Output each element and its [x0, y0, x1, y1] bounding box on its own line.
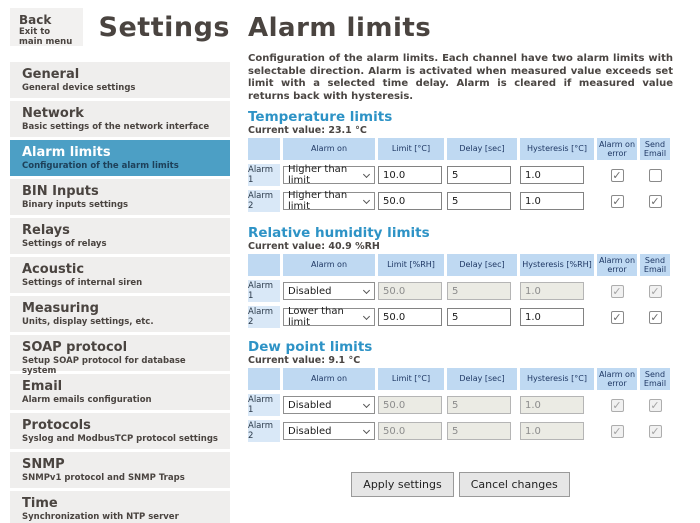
table-header-row: [248, 138, 673, 160]
sidebar-item-label: Relays: [22, 223, 70, 238]
send-email-checkbox[interactable]: [649, 311, 662, 324]
back-button[interactable]: [10, 8, 83, 46]
column-header: Hysteresis [°C]: [520, 138, 594, 160]
column-header: Alarm on: [283, 368, 375, 390]
sidebar-item-desc: Alarm emails configuration: [22, 395, 152, 405]
table-row: [248, 394, 673, 416]
temperature-limits-table: [248, 138, 673, 212]
sidebar-item-desc: Configuration of the alarm limits: [22, 161, 179, 171]
sidebar-item-label: Network: [22, 106, 84, 121]
sidebar-item-desc: Synchronization with NTP server: [22, 512, 179, 522]
sidebar-header: [10, 8, 230, 46]
column-header: Send Email: [640, 138, 670, 160]
checkmark-icon: ✓: [612, 424, 622, 438]
checkmark-icon: ✓: [612, 398, 622, 412]
back-label: Back: [19, 13, 52, 27]
sidebar-item-desc: Setup SOAP protocol for database system: [22, 356, 186, 376]
sidebar-item-time[interactable]: [10, 491, 230, 523]
table-row: [248, 190, 673, 212]
table-row: [248, 420, 673, 442]
send-email-checkbox[interactable]: [649, 399, 662, 412]
dew-point-limits-table: [248, 368, 673, 442]
column-header: [248, 138, 280, 160]
alarm-on-select[interactable]: [283, 166, 375, 184]
sidebar-item-general[interactable]: [10, 62, 230, 98]
column-header: Limit [°C]: [378, 138, 444, 160]
column-header: Delay [sec]: [447, 368, 517, 390]
sidebar-item-label: Email: [22, 379, 63, 394]
sidebar-item-soap-protocol[interactable]: [10, 335, 230, 376]
main-content: [248, 0, 673, 497]
select-value: Higher than limit: [288, 190, 348, 212]
checkmark-icon: ✓: [612, 284, 622, 298]
checkmark-icon: ✓: [650, 284, 660, 298]
delay-input[interactable]: [447, 192, 511, 210]
sidebar-item-label: SNMP: [22, 457, 65, 472]
sidebar-item-desc: SNMPv1 protocol and SNMP Traps: [22, 473, 185, 483]
button-row: [248, 472, 673, 497]
hysteresis-input[interactable]: [520, 282, 584, 300]
select-value: Higher than limit: [288, 164, 348, 186]
column-header: Alarm on error: [598, 139, 636, 158]
sidebar-item-desc: Syslog and ModbusTCP protocol settings: [22, 434, 218, 444]
sidebar-item-relays[interactable]: [10, 218, 230, 254]
checkmark-icon: ✓: [650, 310, 660, 324]
column-header: Delay [sec]: [447, 254, 517, 276]
column-header: Send Email: [640, 254, 670, 276]
hysteresis-input[interactable]: [520, 308, 584, 326]
delay-input[interactable]: [447, 308, 511, 326]
alarm-on-select[interactable]: [283, 396, 375, 414]
checkmark-icon: ✓: [612, 310, 622, 324]
select-value: Disabled: [288, 425, 332, 437]
sidebar-item-desc: Settings of internal siren: [22, 278, 143, 288]
sidebar-item-measuring[interactable]: [10, 296, 230, 332]
alarm-on-error-checkbox[interactable]: [611, 195, 624, 208]
section-heading-dew-point: Dew point limits: [248, 339, 373, 355]
section-heading-humidity: Relative humidity limits: [248, 225, 430, 241]
alarm-on-error-checkbox[interactable]: [611, 285, 624, 298]
cancel-changes-button[interactable]: Cancel changes: [459, 472, 570, 497]
table-row: [248, 306, 673, 328]
sidebar-item-network[interactable]: [10, 101, 230, 137]
send-email-checkbox[interactable]: [649, 285, 662, 298]
sidebar-item-alarm-limits[interactable]: [10, 140, 230, 176]
alarm-on-error-checkbox[interactable]: [611, 399, 624, 412]
chevron-down-icon: [363, 400, 370, 407]
sidebar-item-snmp[interactable]: [10, 452, 230, 488]
limit-input[interactable]: [378, 422, 442, 440]
limit-input[interactable]: [378, 192, 442, 210]
alarm-on-error-checkbox[interactable]: [611, 425, 624, 438]
delay-input[interactable]: [447, 282, 511, 300]
column-header: Limit [°C]: [378, 368, 444, 390]
hysteresis-input[interactable]: [520, 192, 584, 210]
select-value: Lower than limit: [288, 306, 344, 328]
checkmark-icon: ✓: [612, 168, 622, 182]
sidebar-item-label: Alarm limits: [22, 145, 111, 160]
section-heading-temperature: Temperature limits: [248, 109, 393, 125]
row-label: Alarm 1: [248, 394, 280, 416]
limit-input[interactable]: [378, 396, 442, 414]
send-email-checkbox[interactable]: [649, 425, 662, 438]
checkmark-icon: ✓: [650, 424, 660, 438]
sidebar-item-desc: General device settings: [22, 83, 136, 93]
current-value-dew-point: Current value: 9.1 °C: [248, 355, 361, 366]
row-label: Alarm 2: [248, 420, 280, 442]
chevron-down-icon: [363, 312, 370, 319]
column-header: Alarm on error: [598, 255, 636, 274]
sidebar-item-label: Acoustic: [22, 262, 85, 277]
column-header: Alarm on: [283, 138, 375, 160]
alarm-on-select[interactable]: [283, 308, 375, 326]
sidebar-item-label: Protocols: [22, 418, 91, 433]
checkmark-icon: ✓: [650, 194, 660, 208]
sidebar-item-acoustic[interactable]: [10, 257, 230, 293]
alarm-on-error-checkbox[interactable]: [611, 311, 624, 324]
send-email-checkbox[interactable]: [649, 169, 662, 182]
sidebar-item-label: SOAP protocol: [22, 340, 128, 355]
current-value-humidity: Current value: 40.9 %RH: [248, 241, 380, 252]
column-header: Hysteresis [%RH]: [520, 254, 594, 276]
alarm-on-error-checkbox[interactable]: [611, 169, 624, 182]
column-header: [248, 368, 280, 390]
column-header: Send Email: [640, 368, 670, 390]
row-label: Alarm 1: [248, 280, 280, 302]
select-value: Disabled: [288, 285, 332, 297]
hysteresis-input[interactable]: [520, 422, 584, 440]
page-description: Configuration of the alarm limits. Each channel have two alarm limits with selectable direction. Alarm is activated when measured value exceeds set limit with a selected time delay. Alarm is cleared if measured value returns back with hysteresis.: [248, 53, 673, 102]
row-label: Alarm 1: [248, 164, 280, 186]
chevron-down-icon: [363, 286, 370, 293]
column-header: Alarm on error: [598, 369, 636, 388]
table-row: [248, 280, 673, 302]
column-header: Hysteresis [°C]: [520, 368, 594, 390]
row-label: Alarm 2: [248, 306, 280, 328]
checkmark-icon: ✓: [612, 194, 622, 208]
sidebar: [10, 8, 230, 523]
limit-input[interactable]: [378, 166, 442, 184]
column-header: [248, 254, 280, 276]
delay-input[interactable]: [447, 422, 511, 440]
back-description: Exit to main menu: [19, 27, 73, 47]
chevron-down-icon: [363, 196, 370, 203]
table-row: [248, 164, 673, 186]
hysteresis-input[interactable]: [520, 166, 584, 184]
column-header: Alarm on: [283, 254, 375, 276]
sidebar-item-desc: Binary inputs settings: [22, 200, 129, 210]
alarm-on-select[interactable]: [283, 282, 375, 300]
hysteresis-input[interactable]: [520, 396, 584, 414]
chevron-down-icon: [363, 426, 370, 433]
page-title: Alarm limits: [248, 13, 432, 43]
sidebar-item-desc: Units, display settings, etc.: [22, 317, 154, 327]
select-value: Disabled: [288, 399, 332, 411]
row-label: Alarm 2: [248, 190, 280, 212]
limit-input[interactable]: [378, 308, 442, 326]
current-value-temperature: Current value: 23.1 °C: [248, 125, 367, 136]
sidebar-item-desc: Settings of relays: [22, 239, 107, 249]
apply-settings-button[interactable]: Apply settings: [351, 472, 453, 497]
chevron-down-icon: [363, 170, 370, 177]
limit-input[interactable]: [378, 282, 442, 300]
sidebar-item-desc: Basic settings of the network interface: [22, 122, 210, 132]
sidebar-item-label: BIN Inputs: [22, 184, 99, 199]
send-email-checkbox[interactable]: [649, 195, 662, 208]
delay-input[interactable]: [447, 166, 511, 184]
checkmark-icon: ✓: [650, 398, 660, 412]
alarm-on-select[interactable]: [283, 192, 375, 210]
column-header: Limit [%RH]: [378, 254, 444, 276]
table-header-row: [248, 368, 673, 390]
sidebar-item-email[interactable]: [10, 374, 230, 410]
column-header: Delay [sec]: [447, 138, 517, 160]
sidebar-item-label: General: [22, 67, 80, 82]
alarm-on-select[interactable]: [283, 422, 375, 440]
humidity-limits-table: [248, 254, 673, 328]
sidebar-item-bin-inputs[interactable]: [10, 179, 230, 215]
settings-title: Settings: [98, 11, 230, 43]
delay-input[interactable]: [447, 396, 511, 414]
sidebar-item-label: Measuring: [22, 301, 99, 316]
sidebar-item-protocols[interactable]: [10, 413, 230, 449]
table-header-row: [248, 254, 673, 276]
sidebar-item-label: Time: [22, 496, 58, 511]
